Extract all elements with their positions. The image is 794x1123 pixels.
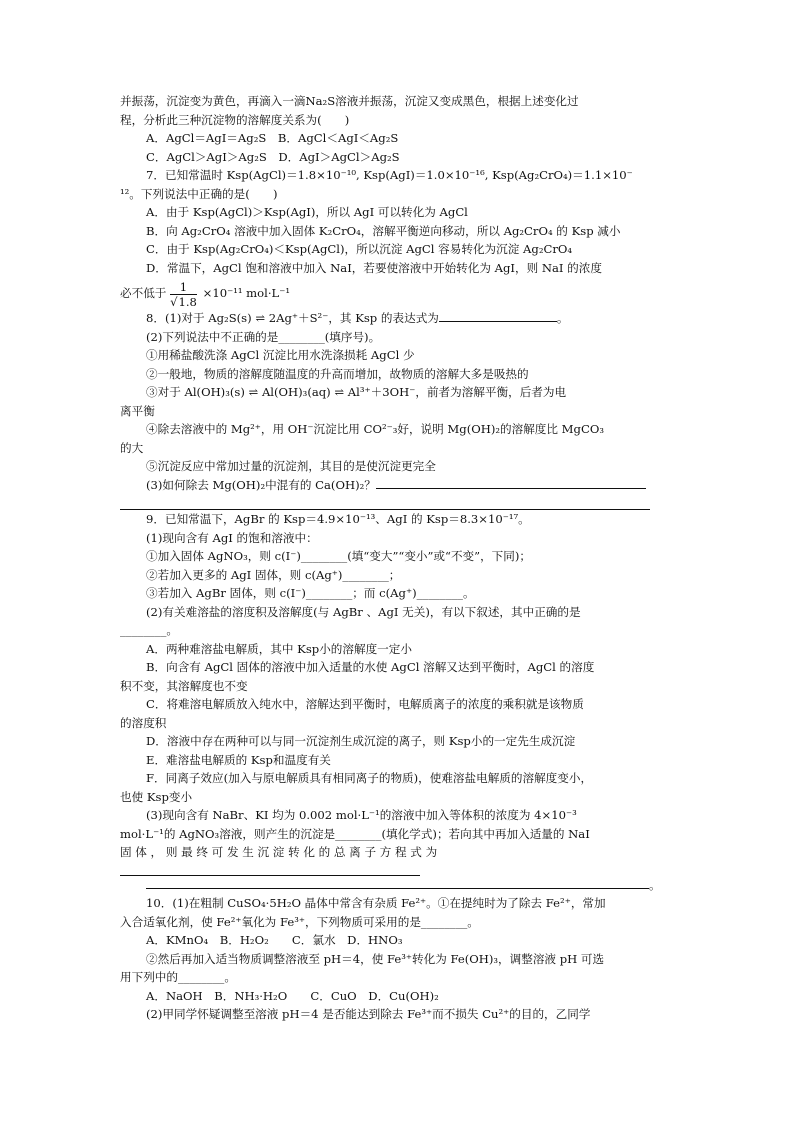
text-line: 并振荡，沉淀变为黄色，再滴入一滴Na₂S溶液并振荡，沉淀又变成黑色，根据上述变化过 xyxy=(120,94,579,108)
text-line: 的大 xyxy=(120,440,144,455)
option-line: B．向含有 AgCl 固体的溶液中加入适量的水使 AgCl 溶解又达到平衡时，AgCl 的溶度 xyxy=(146,660,595,674)
answer-blank[interactable] xyxy=(439,309,557,322)
fraction xyxy=(170,280,197,309)
text-line: ②若加入更多的 AgI 固体，则 c(Ag⁺)________； xyxy=(146,567,401,582)
text-fragment: 。 xyxy=(556,311,569,325)
text-line: 程，分析此三种沉淀物的溶解度关系为( ) xyxy=(120,112,350,127)
option-line: A．KMnO₄ B．H₂O₂ C．氯水 D．HNO₃ xyxy=(146,933,403,947)
option-line: A．NaOH B．NH₃·H₂O C．CuO D．Cu(OH)₂ xyxy=(146,988,439,1003)
text-line: 固 体 ， 则 最 终 可 发 生 沉 淀 转 化 的 总 离 子 方 程 式 为 xyxy=(120,845,438,859)
option-line: B．向 Ag₂CrO₄ 溶液中加入固体 K₂CrO₄，溶解平衡逆向移动，所以 Ag₂CrO₄ 的 Ksp 减小 xyxy=(146,223,621,238)
text-line: ②然后再加入适当物质调整溶液至 pH＝4，使 Fe³⁺转化为 Fe(OH)₃，调整溶液 pH 可选 xyxy=(146,951,605,966)
question-9: 9．已知常温下，AgBr 的 Ksp＝4.9×10⁻¹³、AgI 的 Ksp＝8.3×10⁻¹⁷。 xyxy=(146,512,530,526)
text-line: 积不变，其溶解度也不变 xyxy=(120,678,248,693)
text-line: 也使 Ksp变小 xyxy=(120,789,193,804)
option-line: D．溶液中存在两种可以与同一沉淀剂生成沉淀的离子，则 Ksp小的一定先生成沉淀 xyxy=(146,734,576,748)
option-line: A．AgCl＝AgI＝Ag₂S B．AgCl＜AgI＜Ag₂S xyxy=(146,131,399,145)
text-line: (2)甲同学怀疑调整至溶液 pH＝4 是否能达到除去 Fe³⁺而不损失 Cu²⁺的目的，乙同学 xyxy=(146,1007,591,1021)
text-fragment: ×10⁻¹¹ mol·L⁻¹ xyxy=(202,286,291,300)
sqrt-radicand: 1.8 xyxy=(178,294,197,309)
option-line: C．将难溶电解质放入纯水中，溶解达到平衡时，电解质离子的浓度的乘积就是该物质 xyxy=(146,697,584,711)
option-line: C．由于 Ksp(Ag₂CrO₄)＜Ksp(AgCl)，所以沉淀 AgCl 容易转化为沉淀 Ag₂CrO₄ xyxy=(146,242,573,256)
text-line: mol·L⁻¹的 AgNO₃溶液，则产生的沉淀是________(填化学式)；若向其中再加入适量的 NaI xyxy=(120,826,590,841)
text-fragment: 必不低于 xyxy=(120,286,167,300)
document-page xyxy=(120,92,673,1024)
text-line: 的溶度积 xyxy=(120,715,167,730)
option-line: A．由于 Ksp(AgCl)＞Ksp(AgI)，所以 AgI 可以转化为 AgCl xyxy=(146,205,468,219)
answer-rule-line xyxy=(120,876,673,895)
fraction-denominator: √1.8 xyxy=(170,294,197,309)
text-line: (1)现向含有 AgI 的饱和溶液中： xyxy=(146,530,318,545)
text-line: ②一般地，物质的溶解度随温度的升高而增加，故物质的溶解大多是吸热的 xyxy=(146,366,529,381)
text-line: 入合适氧化剂，使 Fe²⁺氧化为 Fe³⁺，下列物质可采用的是________。 xyxy=(120,914,479,929)
text-line: ¹²。下列说法中正确的是( ) xyxy=(120,186,278,201)
fraction-line xyxy=(120,277,673,309)
text-line: (2)下列说法中不正确的是________(填序号)。 xyxy=(146,329,381,344)
text-line: ④除去溶液中的 Mg²⁺，用 OH⁻沉淀比用 CO²⁻₃好，说明 Mg(OH)₂的溶解度比 MgCO₃ xyxy=(146,422,604,436)
text-line: (3)现向含有 NaBr、KI 均为 0.002 mol·L⁻¹的溶液中加入等体积的浓度为 4×10⁻³ xyxy=(146,808,577,822)
fraction-numerator: 1 xyxy=(170,280,197,295)
question-7: 7．已知常温时 Ksp(AgCl)＝1.8×10⁻¹⁰, Ksp(AgI)＝1.0×10⁻¹⁶, Ksp(Ag₂CrO₄)＝1.1×10⁻ xyxy=(146,168,633,182)
option-line: A．两种难溶盐电解质，其中 Ksp小的溶解度一定小 xyxy=(146,641,412,656)
text-line: ①用稀盐酸洗涤 AgCl 沉淀比用水洗涤损耗 AgCl 少 xyxy=(146,348,415,362)
answer-rule-line xyxy=(120,862,673,876)
text-line: ⑤沉淀反应中常加过量的沉淀剂，其目的是使沉淀更完全 xyxy=(146,459,436,473)
text-fragment: (3)如何除去 Mg(OH)₂中混有的 Ca(OH)₂？ xyxy=(146,477,376,492)
text-line: 用下列中的________。 xyxy=(120,970,236,984)
option-line: F．同离子效应(加入与原电解质具有相同离子的物质)，使难溶盐电解质的溶解度变小， xyxy=(146,771,593,785)
text-line: (2)有关难溶盐的溶度积及溶解度(与 AgBr 、AgI 无关)，有以下叙述，其中正确的是 xyxy=(146,604,581,619)
text-line: ________。 xyxy=(120,623,178,637)
option-line: C．AgCl＞AgI＞Ag₂S D．AgI＞AgCl＞Ag₂S xyxy=(146,149,400,164)
answer-blank[interactable] xyxy=(146,876,649,889)
answer-blank[interactable] xyxy=(376,476,646,489)
question-8 xyxy=(120,309,673,328)
text-line xyxy=(120,476,673,495)
text-line: 离平衡 xyxy=(120,403,155,418)
option-line: E．难溶盐电解质的 Ksp和温度有关 xyxy=(146,752,331,767)
option-line: D．常温下，AgCl 饱和溶液中加入 NaI，若要使溶液中开始转化为 AgI，则 NaI 的浓度 xyxy=(146,260,602,275)
text-line: ③若加入 AgBr 固体，则 c(I⁻)________；而 c(Ag⁺)________。 xyxy=(146,586,475,600)
text-line: ③对于 Al(OH)₃(s) ⇌ Al(OH)₃(aq) ⇌ Al³⁺＋3OH⁻，前者为溶解平衡，后者为电 xyxy=(146,385,567,399)
text-line: ①加入固体 AgNO₃，则 c(I⁻)________(填“变大”“变小”或“不变”，下同)； xyxy=(146,549,531,563)
question-10: 10．(1)在粗制 CuSO₄·5H₂O 晶体中常含有杂质 Fe²⁺。①在提纯时为了除去 Fe²⁺，常加 xyxy=(146,896,606,910)
answer-rule-line xyxy=(120,494,673,510)
text-fragment: 8．(1)对于 Ag₂S(s) ⇌ 2Ag⁺＋S²⁻，其 Ksp 的表达式为 xyxy=(146,311,439,325)
text-fragment: 。 xyxy=(649,877,661,892)
